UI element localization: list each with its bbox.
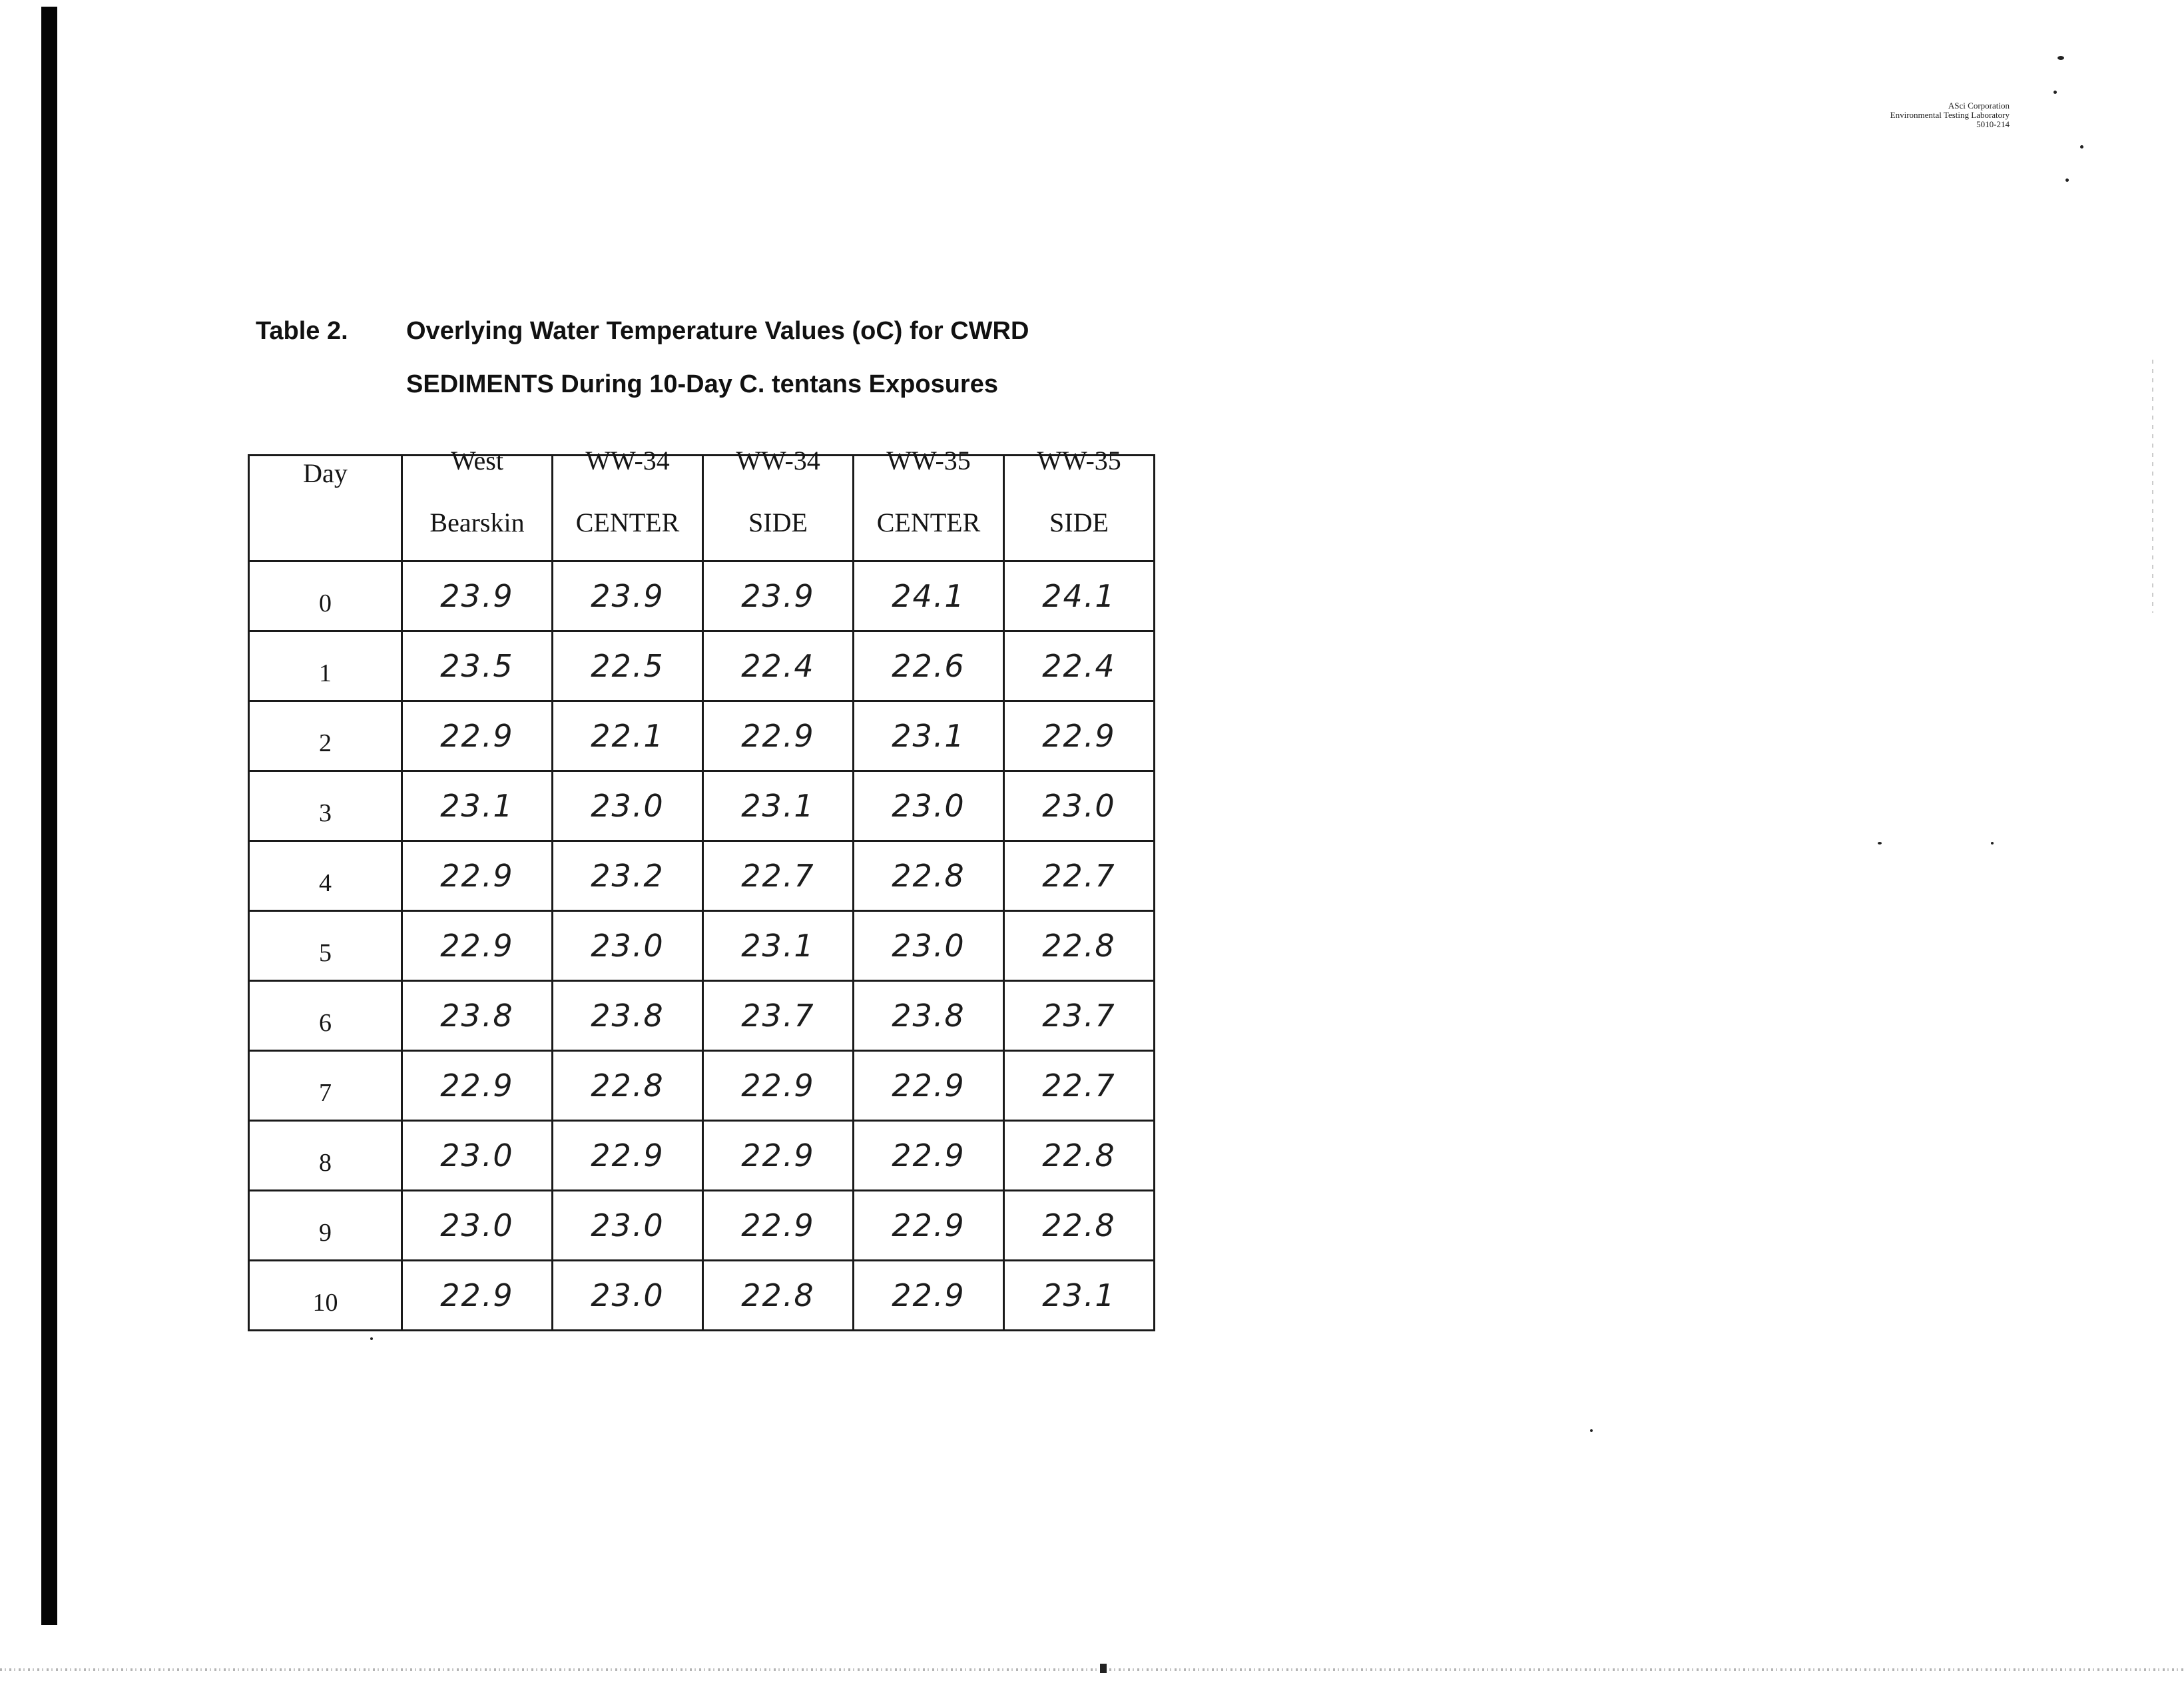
temperature-cell: 23.9 (402, 561, 553, 631)
temperature-cell: 23.0 (854, 911, 1004, 981)
temperature-cell: 22.1 (553, 701, 703, 771)
scan-bottom-artifact (0, 1668, 2184, 1671)
temperature-cell: 22.8 (553, 1051, 703, 1121)
temperature-cell: 23.0 (402, 1191, 553, 1261)
day-cell: 10 (249, 1261, 402, 1331)
scan-speck (2053, 91, 2057, 94)
temperature-cell: 22.6 (854, 631, 1004, 701)
temperature-cell: 22.7 (703, 841, 854, 911)
temperature-cell: 22.9 (703, 1191, 854, 1261)
scan-speck (1590, 1429, 1593, 1432)
temperature-cell: 22.9 (402, 841, 553, 911)
table-row (249, 841, 1155, 911)
scan-speck (1878, 842, 1882, 844)
temperature-cell: 22.9 (402, 701, 553, 771)
temperature-cell: 22.9 (703, 1121, 854, 1191)
table-row (249, 1121, 1155, 1191)
column-header-line1: WW-34 (585, 446, 670, 476)
column-header-line2: CENTER (575, 507, 680, 537)
day-cell: 4 (249, 841, 402, 911)
temperature-cell: 23.7 (1004, 981, 1155, 1051)
column-header-line2: CENTER (876, 507, 981, 537)
scan-speck (2080, 145, 2083, 149)
column-header-line1: WW-35 (886, 446, 971, 476)
temperature-cell: 22.9 (854, 1261, 1004, 1331)
temperature-cell: 22.9 (854, 1191, 1004, 1261)
column-header-ww34-center (553, 446, 703, 561)
temperature-cell: 23.2 (553, 841, 703, 911)
day-cell: 1 (249, 631, 402, 701)
scan-edge-artifact (2152, 360, 2153, 613)
temperature-cell: 23.0 (553, 771, 703, 841)
temperature-cell: 22.5 (553, 631, 703, 701)
temperature-cell: 23.0 (553, 911, 703, 981)
temperature-cell: 23.0 (854, 771, 1004, 841)
temperature-cell: 22.9 (1004, 701, 1155, 771)
day-cell: 5 (249, 911, 402, 981)
column-header-line1: Day (303, 458, 348, 488)
column-header-west-bearskin (402, 446, 553, 561)
temperature-cell: 22.9 (703, 1051, 854, 1121)
scan-speck (2057, 56, 2064, 60)
temperature-cell: 22.9 (703, 701, 854, 771)
column-header-day (249, 456, 402, 561)
scan-mark (1100, 1664, 1107, 1673)
scan-speck (370, 1337, 373, 1340)
column-header-ww34-side (703, 446, 854, 561)
table-row (249, 911, 1155, 981)
column-header-line2: SIDE (1049, 507, 1109, 537)
temperature-cell: 22.4 (1004, 631, 1155, 701)
temperature-cell: 23.8 (553, 981, 703, 1051)
table-row (249, 1191, 1155, 1261)
temperature-cell: 23.9 (703, 561, 854, 631)
temperature-cell: 22.4 (703, 631, 854, 701)
table-row (249, 701, 1155, 771)
temperature-cell: 23.0 (553, 1191, 703, 1261)
day-cell: 8 (249, 1121, 402, 1191)
temperature-cell: 24.1 (854, 561, 1004, 631)
table-row (249, 1261, 1155, 1331)
temperature-cell: 22.9 (553, 1121, 703, 1191)
temperature-cell: 23.9 (553, 561, 703, 631)
temperature-cell: 23.8 (854, 981, 1004, 1051)
temperature-cell: 23.1 (703, 771, 854, 841)
table-header-row (249, 456, 1155, 561)
scan-speck (2065, 178, 2069, 182)
day-cell: 9 (249, 1191, 402, 1261)
letterhead-company: ASci Corporation (1948, 101, 2010, 111)
column-header-line2: SIDE (748, 507, 808, 537)
table-row (249, 631, 1155, 701)
letterhead-lab: Environmental Testing Laboratory (1890, 110, 2010, 120)
temperature-cell: 22.8 (854, 841, 1004, 911)
temperature-cell: 22.8 (1004, 1121, 1155, 1191)
temperature-cell: 22.9 (854, 1121, 1004, 1191)
temperature-cell: 23.8 (402, 981, 553, 1051)
binding-bar (41, 7, 57, 1625)
temperature-cell: 23.1 (1004, 1261, 1155, 1331)
day-cell: 6 (249, 981, 402, 1051)
day-cell: 2 (249, 701, 402, 771)
day-cell: 3 (249, 771, 402, 841)
column-header-line1: West (451, 446, 503, 476)
letterhead (1890, 101, 2010, 129)
temperature-cell: 22.9 (402, 911, 553, 981)
temperature-cell: 22.9 (402, 1261, 553, 1331)
temperature-cell: 24.1 (1004, 561, 1155, 631)
day-cell: 0 (249, 561, 402, 631)
letterhead-code: 5010-214 (1976, 119, 2010, 129)
table-row (249, 1051, 1155, 1121)
column-header-line1: WW-34 (736, 446, 820, 476)
temperature-cell: 23.0 (402, 1121, 553, 1191)
column-header-line1: WW-35 (1037, 446, 1121, 476)
column-header-line2: Bearskin (429, 507, 525, 537)
temperature-cell: 23.7 (703, 981, 854, 1051)
temperature-table (248, 446, 1155, 1331)
table-label: Table 2. (256, 317, 348, 345)
scan-speck (1991, 842, 1994, 844)
temperature-cell: 22.8 (1004, 911, 1155, 981)
temperature-cell: 22.7 (1004, 1051, 1155, 1121)
table-row (249, 561, 1155, 631)
temperature-cell: 22.9 (854, 1051, 1004, 1121)
table-title-line1: Overlying Water Temperature Values (oC) for CWRD (406, 317, 1029, 345)
table-row (249, 981, 1155, 1051)
temperature-cell: 23.0 (553, 1261, 703, 1331)
temperature-cell: 22.8 (703, 1261, 854, 1331)
temperature-cell: 22.9 (402, 1051, 553, 1121)
column-header-ww35-side (1004, 446, 1155, 561)
temperature-cell: 23.1 (854, 701, 1004, 771)
table-title-line2: SEDIMENTS During 10-Day C. tentans Exposures (406, 370, 998, 398)
table-row (249, 771, 1155, 841)
column-header-ww35-center (854, 446, 1004, 561)
temperature-cell: 22.7 (1004, 841, 1155, 911)
day-cell: 7 (249, 1051, 402, 1121)
temperature-cell: 23.0 (1004, 771, 1155, 841)
temperature-cell: 23.1 (703, 911, 854, 981)
temperature-cell: 22.8 (1004, 1191, 1155, 1261)
temperature-cell: 23.1 (402, 771, 553, 841)
temperature-cell: 23.5 (402, 631, 553, 701)
